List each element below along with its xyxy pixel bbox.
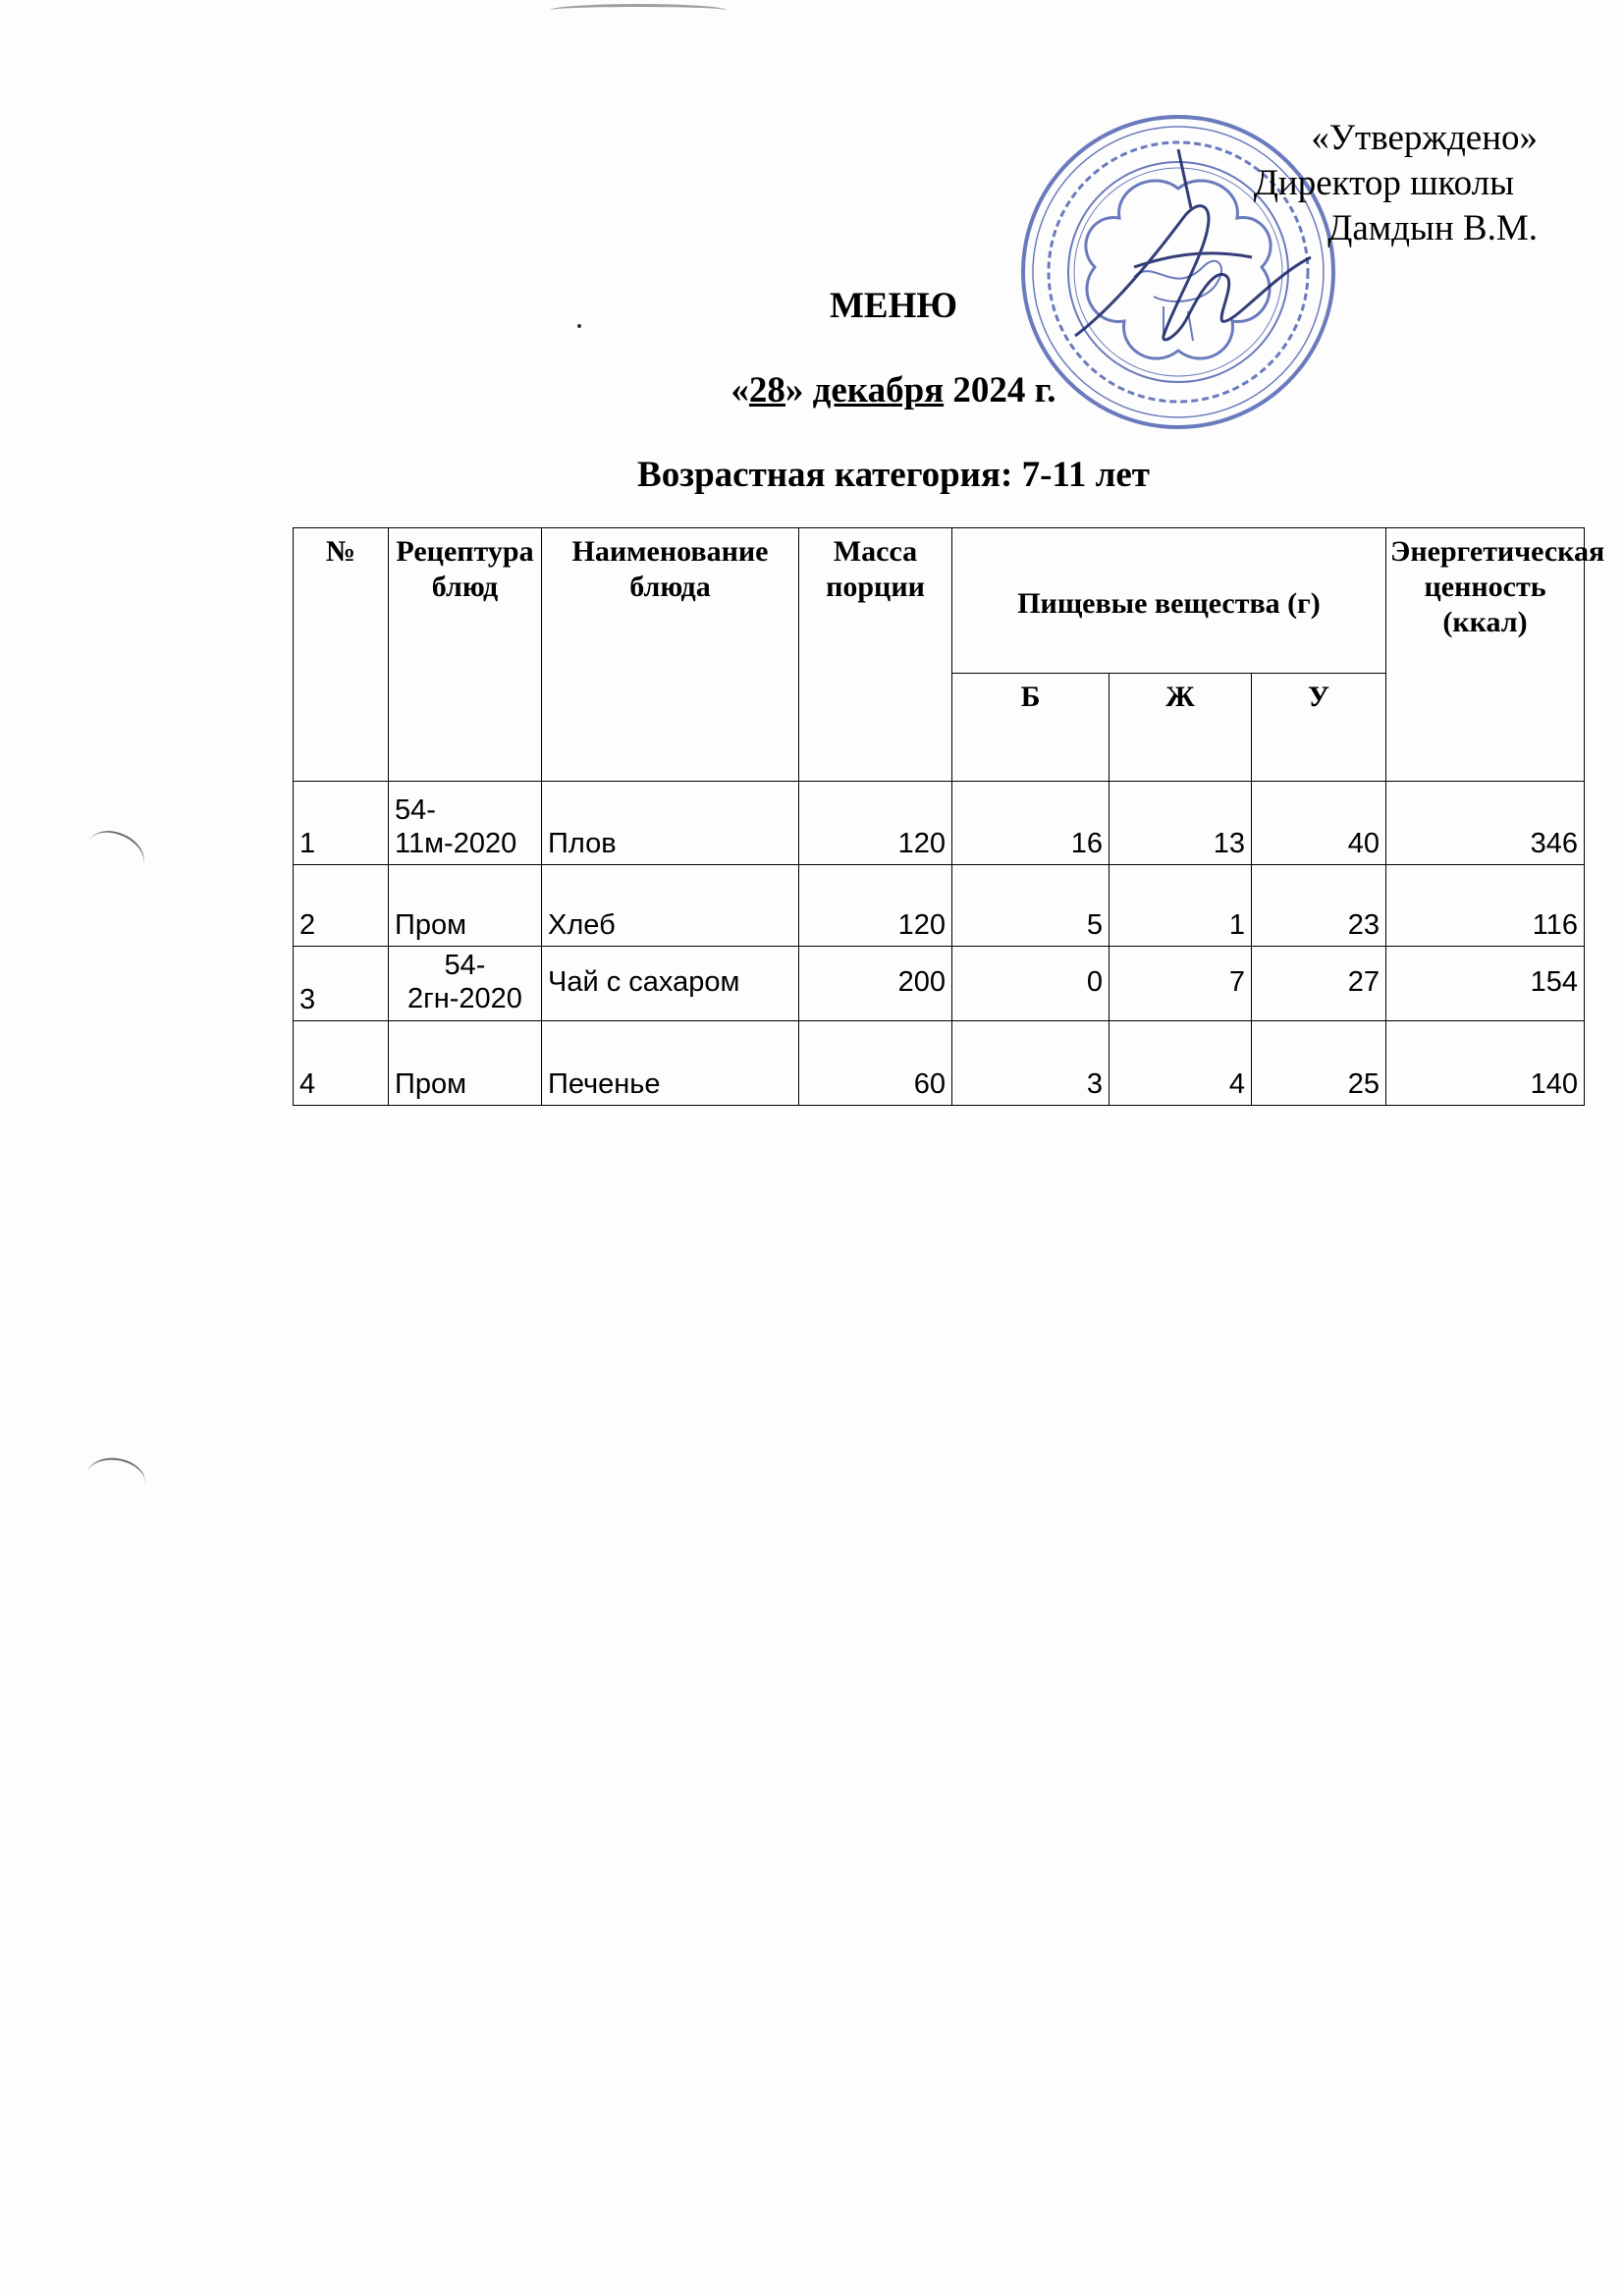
age-category: Возрастная категория: 7-11 лет: [637, 455, 1150, 495]
cell-energy: 140: [1386, 1021, 1585, 1106]
header-energy: Энергетическая ценность (ккал): [1386, 528, 1585, 782]
menu-date: [0, 369, 1624, 411]
header-dish-name: Наименование блюда: [542, 528, 799, 782]
cell-proteins: 0: [952, 947, 1110, 1021]
cell-fats: 13: [1110, 782, 1252, 865]
date-year: 2024 г.: [944, 370, 1056, 410]
cell-mass: 120: [799, 865, 952, 947]
cell-fats: 1: [1110, 865, 1252, 947]
page-title: МЕНЮ: [829, 286, 958, 326]
cell-recipe: 54-2гн-2020: [389, 947, 542, 1021]
date-month: декабря: [812, 370, 945, 410]
cell-carbs: 23: [1252, 865, 1386, 947]
cell-energy: 346: [1386, 782, 1585, 865]
header-portion-mass: Масса порции: [799, 528, 952, 782]
approval-signatory: Дамдын В.М.: [1327, 208, 1538, 248]
cell-carbs: 25: [1252, 1021, 1386, 1106]
cell-fats: 4: [1110, 1021, 1252, 1106]
cell-number: 2: [294, 865, 389, 947]
cell-recipe: Пром: [389, 1021, 542, 1106]
cell-proteins: 5: [952, 865, 1110, 947]
cell-recipe: 54-11м-2020: [389, 782, 542, 865]
punch-hole-mark: [83, 1453, 148, 1504]
approval-block: [1254, 116, 1538, 251]
date-open-quote: «: [731, 370, 749, 410]
cell-proteins: 3: [952, 1021, 1110, 1106]
cell-carbs: 40: [1252, 782, 1386, 865]
table-row: [294, 865, 1585, 947]
table-row: [294, 782, 1585, 865]
cell-number: 1: [294, 782, 389, 865]
punch-hole-mark: [81, 822, 151, 884]
table-row: [294, 947, 1585, 1021]
scan-edge-mark: [550, 4, 727, 17]
cell-mass: 120: [799, 782, 952, 865]
approval-position: Директор школы: [1253, 163, 1514, 203]
cell-proteins: 16: [952, 782, 1110, 865]
table-row: [294, 1021, 1585, 1106]
cell-number: 4: [294, 1021, 389, 1106]
cell-mass: 200: [799, 947, 952, 1021]
header-proteins: Б: [952, 674, 1110, 782]
header-fats: Ж: [1110, 674, 1252, 782]
cell-dish-name: Печенье: [542, 1021, 799, 1106]
cell-dish-name: Хлеб: [542, 865, 799, 947]
menu-table: [293, 527, 1605, 1106]
cell-dish-name: Чай с сахаром: [542, 947, 799, 1021]
cell-number: 3: [294, 947, 389, 1021]
header-recipe: Рецептура блюд: [389, 528, 542, 782]
date-day: 28: [748, 370, 785, 410]
cell-carbs: 27: [1252, 947, 1386, 1021]
approval-label: «Утверждено»: [1311, 118, 1538, 158]
cell-energy: 154: [1386, 947, 1585, 1021]
date-close-quote: »: [785, 370, 813, 410]
cell-energy: 116: [1386, 865, 1585, 947]
cell-mass: 60: [799, 1021, 952, 1106]
cell-fats: 7: [1110, 947, 1252, 1021]
cell-recipe: Пром: [389, 865, 542, 947]
header-number: №: [294, 528, 389, 782]
header-carbs: У: [1252, 674, 1386, 782]
header-nutrients: Пищевые вещества (г): [952, 528, 1386, 674]
cell-dish-name: Плов: [542, 782, 799, 865]
